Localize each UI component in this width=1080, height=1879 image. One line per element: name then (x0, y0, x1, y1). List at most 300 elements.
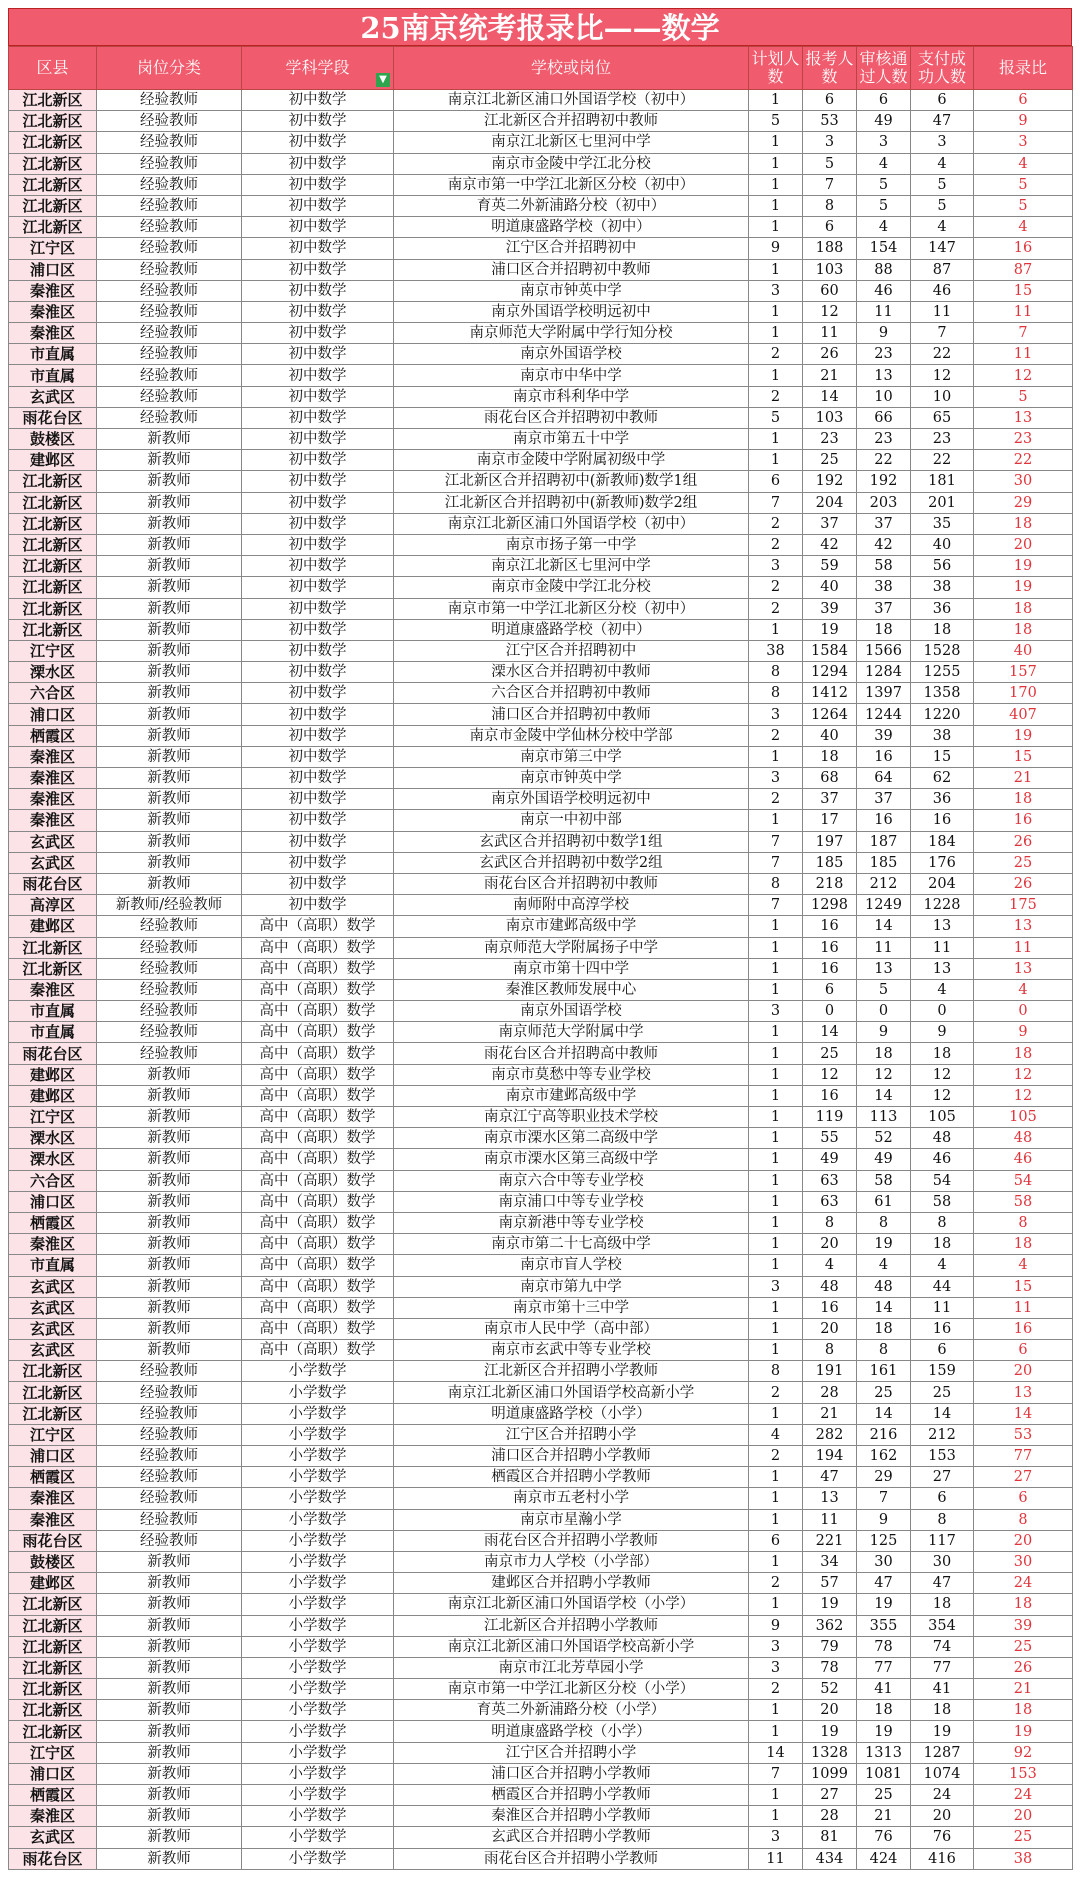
school-cell: 江北新区合并招聘小学教师 (394, 1615, 749, 1636)
approved-cell: 58 (857, 556, 911, 577)
approved-cell: 0 (857, 1001, 911, 1022)
plan-cell: 1 (749, 429, 803, 450)
subject-level-cell: 小学数学 (242, 1679, 394, 1700)
position-type-cell: 新教师 (97, 1594, 242, 1615)
table-row (9, 1721, 1073, 1742)
paid-cell: 1228 (911, 895, 974, 916)
subject-level-cell: 高中（高职）数学 (242, 1128, 394, 1149)
approved-cell: 1244 (857, 704, 911, 725)
district-cell: 溧水区 (9, 1128, 97, 1149)
district-cell: 市直属 (9, 344, 97, 365)
paid-cell: 5 (911, 195, 974, 216)
position-type-cell: 经验教师 (97, 1001, 242, 1022)
applicants-cell: 59 (803, 556, 857, 577)
plan-cell: 1 (749, 1085, 803, 1106)
ratio-cell: 18 (974, 513, 1073, 534)
ratio-cell: 24 (974, 1785, 1073, 1806)
subject-level-cell: 小学数学 (242, 1551, 394, 1572)
applicants-cell: 55 (803, 1128, 857, 1149)
paid-cell: 38 (911, 577, 974, 598)
approved-cell: 21 (857, 1806, 911, 1827)
subject-level-cell: 小学数学 (242, 1573, 394, 1594)
paid-cell: 0 (911, 1001, 974, 1022)
ratio-cell: 13 (974, 958, 1073, 979)
subject-level-cell: 初中数学 (242, 344, 394, 365)
plan-cell: 9 (749, 238, 803, 259)
paid-cell: 18 (911, 1043, 974, 1064)
school-cell: 南京市盲人学校 (394, 1255, 749, 1276)
applicants-cell: 21 (803, 365, 857, 386)
plan-cell: 8 (749, 662, 803, 683)
approved-cell: 16 (857, 746, 911, 767)
subject-level-cell: 初中数学 (242, 831, 394, 852)
paid-cell: 30 (911, 1551, 974, 1572)
approved-cell: 47 (857, 1573, 911, 1594)
paid-cell: 22 (911, 344, 974, 365)
paid-cell: 12 (911, 1064, 974, 1085)
plan-cell: 7 (749, 852, 803, 873)
ratio-cell: 4 (974, 153, 1073, 174)
table-row (9, 662, 1073, 683)
approved-cell: 162 (857, 1446, 911, 1467)
paid-cell: 87 (911, 259, 974, 280)
plan-cell: 2 (749, 344, 803, 365)
ratio-cell: 48 (974, 1128, 1073, 1149)
paid-cell: 56 (911, 556, 974, 577)
school-cell: 南京一中初中部 (394, 810, 749, 831)
position-type-cell: 新教师 (97, 1340, 242, 1361)
approved-cell: 18 (857, 1700, 911, 1721)
subject-level-cell: 高中（高职）数学 (242, 1149, 394, 1170)
school-cell: 明道康盛路学校（小学） (394, 1403, 749, 1424)
page-title: 25南京统考报录比——数学 (8, 8, 1072, 46)
subject-level-cell: 高中（高职）数学 (242, 1022, 394, 1043)
table-row (9, 1467, 1073, 1488)
school-cell: 南京外国语学校明远初中 (394, 789, 749, 810)
table-row (9, 386, 1073, 407)
applicants-cell: 28 (803, 1806, 857, 1827)
plan-cell: 1 (749, 1806, 803, 1827)
position-type-cell: 经验教师 (97, 1022, 242, 1043)
approved-cell: 1081 (857, 1763, 911, 1784)
school-cell: 南京市溧水区第三高级中学 (394, 1149, 749, 1170)
table-row (9, 301, 1073, 322)
ratio-cell: 11 (974, 1297, 1073, 1318)
position-type-cell: 经验教师 (97, 111, 242, 132)
paid-cell: 65 (911, 407, 974, 428)
paid-cell: 4 (911, 153, 974, 174)
school-cell: 南京市第一中学江北新区分校（初中） (394, 174, 749, 195)
district-cell: 江北新区 (9, 1636, 97, 1657)
applicants-cell: 7 (803, 174, 857, 195)
school-cell: 江宁区合并招聘初中 (394, 238, 749, 259)
subject-level-cell: 初中数学 (242, 556, 394, 577)
ratio-cell: 16 (974, 810, 1073, 831)
applicants-cell: 1328 (803, 1742, 857, 1763)
school-cell: 江宁区合并招聘小学 (394, 1424, 749, 1445)
ratio-cell: 27 (974, 1467, 1073, 1488)
ratio-cell: 25 (974, 852, 1073, 873)
district-cell: 江北新区 (9, 1700, 97, 1721)
district-cell: 溧水区 (9, 1149, 97, 1170)
applicants-cell: 14 (803, 386, 857, 407)
applicants-cell: 1412 (803, 683, 857, 704)
ratio-cell: 25 (974, 1636, 1073, 1657)
position-type-cell: 经验教师 (97, 958, 242, 979)
district-cell: 建邺区 (9, 916, 97, 937)
table-row (9, 153, 1073, 174)
applicants-cell: 40 (803, 577, 857, 598)
applicants-cell: 1584 (803, 640, 857, 661)
approved-cell: 1397 (857, 683, 911, 704)
school-cell: 南京新港中等专业学校 (394, 1212, 749, 1233)
applicants-cell: 26 (803, 344, 857, 365)
ratio-cell: 6 (974, 1340, 1073, 1361)
ratio-cell: 18 (974, 598, 1073, 619)
position-type-cell: 新教师 (97, 513, 242, 534)
applicants-cell: 20 (803, 1234, 857, 1255)
table-row (9, 1509, 1073, 1530)
approved-cell: 5 (857, 979, 911, 1000)
plan-cell: 3 (749, 1001, 803, 1022)
plan-cell: 6 (749, 471, 803, 492)
approved-cell: 154 (857, 238, 911, 259)
district-cell: 溧水区 (9, 662, 97, 683)
ratio-cell: 26 (974, 831, 1073, 852)
plan-cell: 1 (749, 1488, 803, 1509)
approved-cell: 203 (857, 492, 911, 513)
subject-level-cell: 初中数学 (242, 852, 394, 873)
district-cell: 雨花台区 (9, 1848, 97, 1869)
district-cell: 江北新区 (9, 174, 97, 195)
filter-icon[interactable]: ▼ (376, 73, 390, 87)
district-cell: 栖霞区 (9, 1212, 97, 1233)
approved-cell: 8 (857, 1212, 911, 1233)
subject-level-cell: 高中（高职）数学 (242, 1043, 394, 1064)
col-header-plan: 计划人数 (749, 47, 803, 90)
plan-cell: 1 (749, 301, 803, 322)
district-cell: 江北新区 (9, 1403, 97, 1424)
ratio-cell: 8 (974, 1509, 1073, 1530)
table-row (9, 90, 1073, 111)
school-cell: 南京市第十三中学 (394, 1297, 749, 1318)
position-type-cell: 新教师 (97, 852, 242, 873)
school-cell: 南京市钟英中学 (394, 768, 749, 789)
ratio-cell: 14 (974, 1403, 1073, 1424)
position-type-cell: 经验教师 (97, 132, 242, 153)
approved-cell: 9 (857, 1022, 911, 1043)
district-cell: 雨花台区 (9, 873, 97, 894)
subject-level-cell: 小学数学 (242, 1636, 394, 1657)
subject-level-cell: 小学数学 (242, 1403, 394, 1424)
plan-cell: 7 (749, 831, 803, 852)
applicants-cell: 197 (803, 831, 857, 852)
table-row (9, 1001, 1073, 1022)
position-type-cell: 新教师 (97, 1128, 242, 1149)
school-cell: 育英二外新浦路分校（小学） (394, 1700, 749, 1721)
position-type-cell: 经验教师 (97, 937, 242, 958)
school-cell: 南京市金陵中学附属初级中学 (394, 450, 749, 471)
school-cell: 南京江北新区浦口外国语学校高新小学 (394, 1636, 749, 1657)
subject-level-cell: 初中数学 (242, 386, 394, 407)
district-cell: 雨花台区 (9, 407, 97, 428)
plan-cell: 7 (749, 1763, 803, 1784)
position-type-cell: 新教师 (97, 1255, 242, 1276)
applicants-cell: 1298 (803, 895, 857, 916)
applicants-cell: 60 (803, 280, 857, 301)
applicants-cell: 19 (803, 1721, 857, 1742)
subject-level-cell: 初中数学 (242, 746, 394, 767)
subject-level-cell: 初中数学 (242, 704, 394, 725)
table-row (9, 1234, 1073, 1255)
ratio-cell: 3 (974, 132, 1073, 153)
paid-cell: 16 (911, 810, 974, 831)
subject-level-cell: 初中数学 (242, 873, 394, 894)
table-row (9, 1785, 1073, 1806)
table-row (9, 1530, 1073, 1551)
applicants-cell: 63 (803, 1170, 857, 1191)
approved-cell: 355 (857, 1615, 911, 1636)
district-cell: 江北新区 (9, 153, 97, 174)
position-type-cell: 经验教师 (97, 238, 242, 259)
plan-cell: 3 (749, 1636, 803, 1657)
applicants-cell: 25 (803, 450, 857, 471)
paid-cell: 35 (911, 513, 974, 534)
table-row (9, 873, 1073, 894)
table-row (9, 619, 1073, 640)
position-type-cell: 经验教师 (97, 301, 242, 322)
plan-cell: 1 (749, 1318, 803, 1339)
subject-level-cell: 初中数学 (242, 280, 394, 301)
position-type-cell: 经验教师 (97, 1382, 242, 1403)
plan-cell: 1 (749, 365, 803, 386)
applicants-cell: 20 (803, 1700, 857, 1721)
applicants-cell: 18 (803, 746, 857, 767)
paid-cell: 47 (911, 111, 974, 132)
ratio-cell: 9 (974, 1022, 1073, 1043)
table-row (9, 1276, 1073, 1297)
table-row (9, 1488, 1073, 1509)
plan-cell: 1 (749, 153, 803, 174)
district-cell: 市直属 (9, 1001, 97, 1022)
position-type-cell: 新教师 (97, 619, 242, 640)
district-cell: 江北新区 (9, 1679, 97, 1700)
ratio-cell: 13 (974, 1382, 1073, 1403)
paid-cell: 105 (911, 1107, 974, 1128)
plan-cell: 14 (749, 1742, 803, 1763)
applicants-cell: 103 (803, 259, 857, 280)
school-cell: 雨花台区合并招聘小学教师 (394, 1530, 749, 1551)
district-cell: 高淳区 (9, 895, 97, 916)
district-cell: 江北新区 (9, 90, 97, 111)
col-header-subject-level-label: 学科学段 (285, 58, 350, 77)
ratio-cell: 4 (974, 1255, 1073, 1276)
approved-cell: 7 (857, 1488, 911, 1509)
approved-cell: 22 (857, 450, 911, 471)
approved-cell: 161 (857, 1361, 911, 1382)
applicants-cell: 78 (803, 1657, 857, 1678)
school-cell: 建邺区合并招聘小学教师 (394, 1573, 749, 1594)
district-cell: 秦淮区 (9, 1234, 97, 1255)
paid-cell: 3 (911, 132, 974, 153)
paid-cell: 58 (911, 1191, 974, 1212)
district-cell: 江北新区 (9, 598, 97, 619)
paid-cell: 18 (911, 1700, 974, 1721)
school-cell: 南京市钟英中学 (394, 280, 749, 301)
school-cell: 南京外国语学校 (394, 1001, 749, 1022)
position-type-cell: 新教师 (97, 810, 242, 831)
paid-cell: 54 (911, 1170, 974, 1191)
subject-level-cell: 高中（高职）数学 (242, 1085, 394, 1106)
school-cell: 南京市力人学校（小学部） (394, 1551, 749, 1572)
applicants-cell: 13 (803, 1488, 857, 1509)
applicants-cell: 6 (803, 217, 857, 238)
ratio-cell: 12 (974, 1085, 1073, 1106)
position-type-cell: 新教师 (97, 534, 242, 555)
subject-level-cell: 高中（高职）数学 (242, 1064, 394, 1085)
subject-level-cell: 小学数学 (242, 1530, 394, 1551)
plan-cell: 3 (749, 704, 803, 725)
ratio-cell: 23 (974, 429, 1073, 450)
plan-cell: 3 (749, 768, 803, 789)
school-cell: 南京师范大学附属中学 (394, 1022, 749, 1043)
ratio-cell: 12 (974, 365, 1073, 386)
district-cell: 秦淮区 (9, 746, 97, 767)
district-cell: 江北新区 (9, 1382, 97, 1403)
subject-level-cell: 小学数学 (242, 1467, 394, 1488)
school-cell: 江北新区合并招聘初中教师 (394, 111, 749, 132)
school-cell: 南京江北新区浦口外国语学校（小学） (394, 1594, 749, 1615)
plan-cell: 2 (749, 386, 803, 407)
plan-cell: 1 (749, 916, 803, 937)
position-type-cell: 新教师 (97, 1657, 242, 1678)
table-row (9, 407, 1073, 428)
school-cell: 玄武区合并招聘初中数学2组 (394, 852, 749, 873)
plan-cell: 7 (749, 895, 803, 916)
table-row (9, 1424, 1073, 1445)
table-row (9, 1107, 1073, 1128)
position-type-cell: 经验教师 (97, 386, 242, 407)
subject-level-cell: 高中（高职）数学 (242, 916, 394, 937)
school-cell: 南京市金陵中学仙林分校中学部 (394, 725, 749, 746)
school-cell: 南京市五老村小学 (394, 1488, 749, 1509)
approved-cell: 61 (857, 1191, 911, 1212)
plan-cell: 1 (749, 195, 803, 216)
ratio-cell: 8 (974, 1212, 1073, 1233)
applicants-cell: 16 (803, 958, 857, 979)
col-header-subject-level[interactable] (242, 47, 394, 90)
plan-cell: 2 (749, 1446, 803, 1467)
ratio-cell: 24 (974, 1573, 1073, 1594)
approved-cell: 212 (857, 873, 911, 894)
district-cell: 江北新区 (9, 1657, 97, 1678)
school-cell: 南京江北新区七里河中学 (394, 132, 749, 153)
subject-level-cell: 小学数学 (242, 1700, 394, 1721)
district-cell: 江北新区 (9, 471, 97, 492)
subject-level-cell: 小学数学 (242, 1488, 394, 1509)
applicants-cell: 40 (803, 725, 857, 746)
table-row (9, 1827, 1073, 1848)
col-header-school: 学校或岗位 (394, 47, 749, 90)
district-cell: 浦口区 (9, 1446, 97, 1467)
ratio-cell: 6 (974, 90, 1073, 111)
position-type-cell: 新教师 (97, 1276, 242, 1297)
district-cell: 栖霞区 (9, 1785, 97, 1806)
district-cell: 六合区 (9, 683, 97, 704)
paid-cell: 25 (911, 1382, 974, 1403)
approved-cell: 14 (857, 916, 911, 937)
plan-cell: 9 (749, 1615, 803, 1636)
school-cell: 南京外国语学校 (394, 344, 749, 365)
paid-cell: 13 (911, 958, 974, 979)
school-cell: 明道康盛路学校（小学） (394, 1721, 749, 1742)
position-type-cell: 新教师 (97, 471, 242, 492)
plan-cell: 1 (749, 1043, 803, 1064)
subject-level-cell: 初中数学 (242, 429, 394, 450)
position-type-cell: 新教师 (97, 1827, 242, 1848)
school-cell: 浦口区合并招聘小学教师 (394, 1446, 749, 1467)
position-type-cell: 经验教师 (97, 1488, 242, 1509)
district-cell: 秦淮区 (9, 979, 97, 1000)
applicants-cell: 204 (803, 492, 857, 513)
table-row (9, 259, 1073, 280)
col-header-paid: 支付成功人数 (911, 47, 974, 90)
district-cell: 玄武区 (9, 852, 97, 873)
subject-level-cell: 小学数学 (242, 1827, 394, 1848)
paid-cell: 36 (911, 598, 974, 619)
district-cell: 秦淮区 (9, 1806, 97, 1827)
table-row (9, 958, 1073, 979)
applicants-cell: 282 (803, 1424, 857, 1445)
subject-level-cell: 高中（高职）数学 (242, 1340, 394, 1361)
applicants-cell: 188 (803, 238, 857, 259)
ratio-cell: 92 (974, 1742, 1073, 1763)
subject-level-cell: 高中（高职）数学 (242, 1001, 394, 1022)
approved-cell: 49 (857, 1149, 911, 1170)
applicants-cell: 16 (803, 916, 857, 937)
school-cell: 南京江北新区浦口外国语学校（初中） (394, 90, 749, 111)
approved-cell: 49 (857, 111, 911, 132)
paid-cell: 36 (911, 789, 974, 810)
paid-cell: 74 (911, 1636, 974, 1657)
applicants-cell: 42 (803, 534, 857, 555)
district-cell: 玄武区 (9, 1340, 97, 1361)
table-row (9, 577, 1073, 598)
approved-cell: 4 (857, 153, 911, 174)
ratio-cell: 21 (974, 1679, 1073, 1700)
plan-cell: 6 (749, 1530, 803, 1551)
approved-cell: 14 (857, 1297, 911, 1318)
table-row (9, 1340, 1073, 1361)
position-type-cell: 新教师 (97, 1806, 242, 1827)
approved-cell: 48 (857, 1276, 911, 1297)
paid-cell: 117 (911, 1530, 974, 1551)
school-cell: 南京市第三中学 (394, 746, 749, 767)
table-row (9, 1191, 1073, 1212)
paid-cell: 40 (911, 534, 974, 555)
district-cell: 栖霞区 (9, 1467, 97, 1488)
school-cell: 浦口区合并招聘初中教师 (394, 259, 749, 280)
subject-level-cell: 高中（高职）数学 (242, 979, 394, 1000)
approved-cell: 18 (857, 619, 911, 640)
approved-cell: 1284 (857, 662, 911, 683)
district-cell: 玄武区 (9, 386, 97, 407)
school-cell: 南京市金陵中学江北分校 (394, 153, 749, 174)
table-body (9, 90, 1073, 1870)
subject-level-cell: 小学数学 (242, 1509, 394, 1530)
applicants-cell: 16 (803, 937, 857, 958)
approved-cell: 78 (857, 1636, 911, 1657)
